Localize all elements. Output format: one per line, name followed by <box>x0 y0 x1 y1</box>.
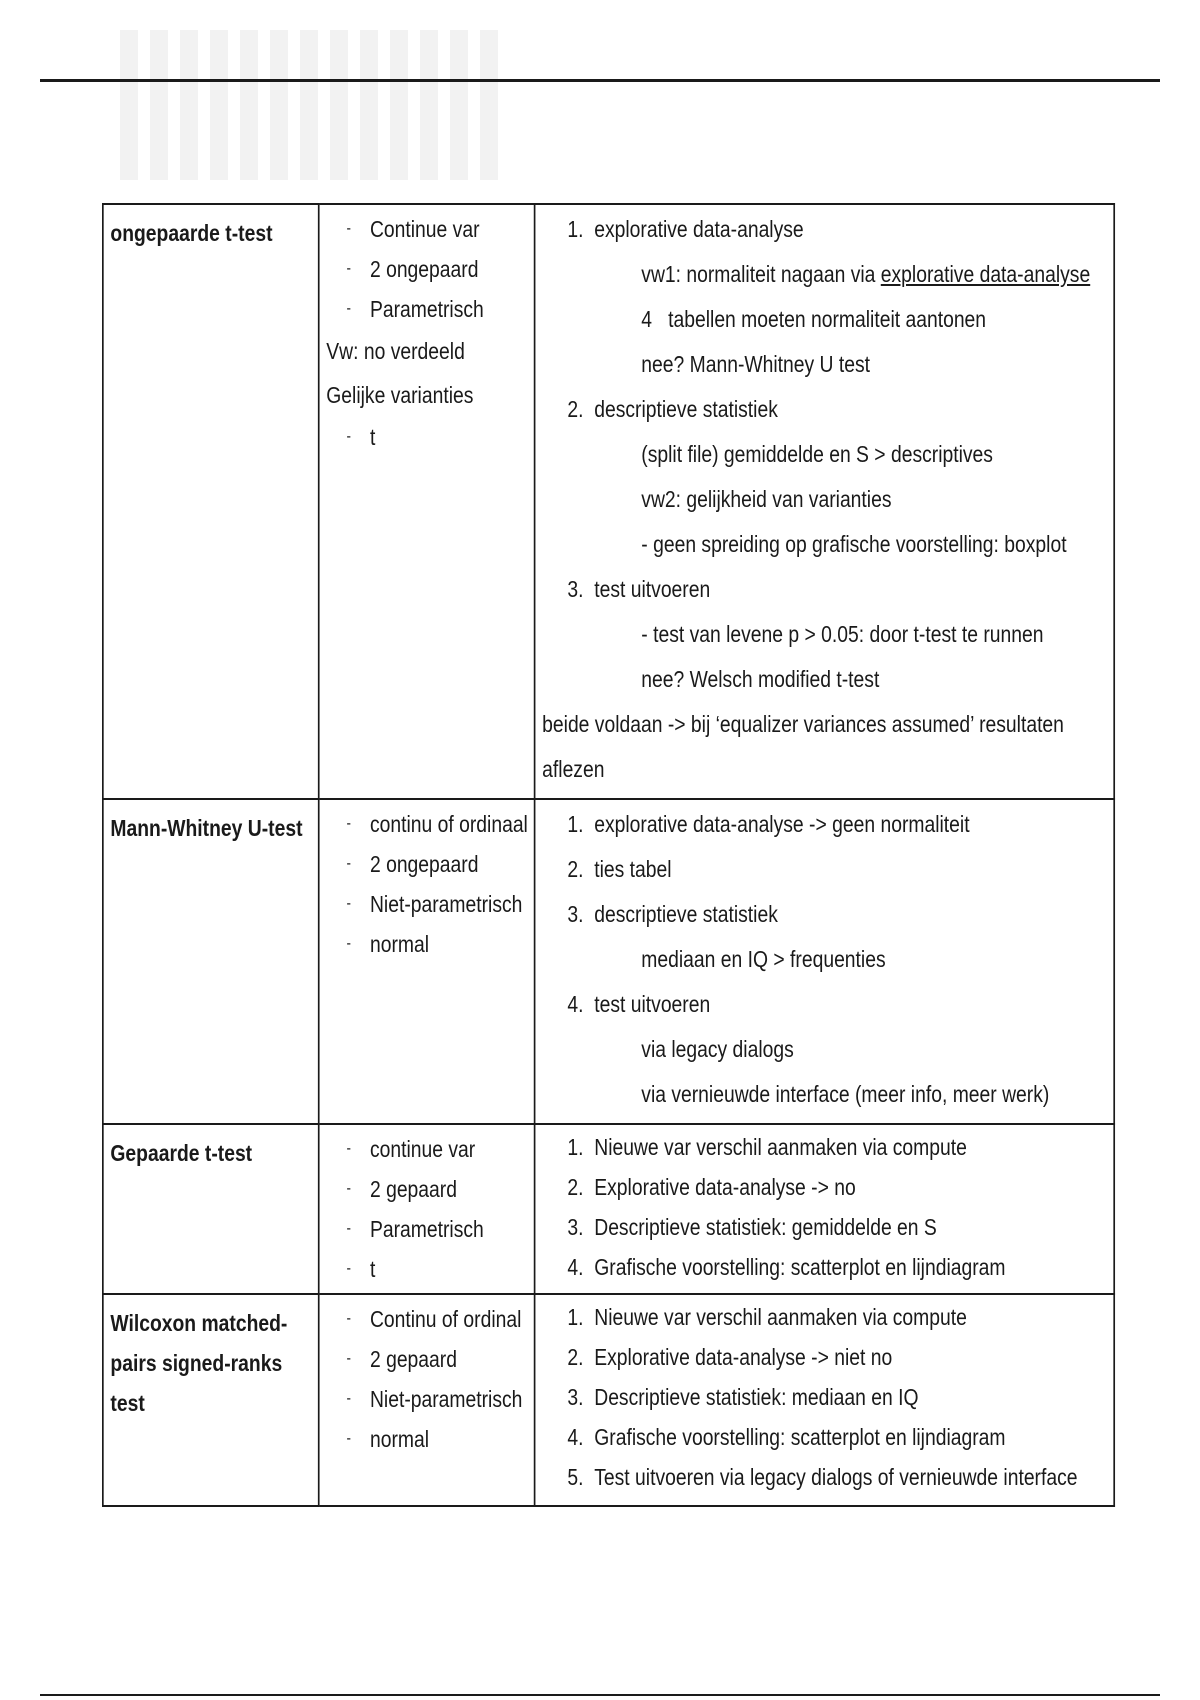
test-name: ongepaarde t-test <box>110 220 273 246</box>
faded-header-watermark <box>120 30 500 180</box>
step-item: 4. Grafische voorstelling: scatterplot en lijndiagram <box>567 1254 1006 1280</box>
property-item: - Niet-parametrisch <box>370 884 534 924</box>
statistics-tests-table <box>102 203 1115 1507</box>
property-item: - Niet-parametrisch <box>370 1379 534 1419</box>
property-item: - t <box>370 1249 534 1289</box>
step-detail: via vernieuwde interface (meer info, meer werk) <box>641 1081 1050 1107</box>
step-detail: mediaan en IQ > frequenties <box>641 946 886 972</box>
property-item: - Parametrisch <box>370 1209 534 1249</box>
step-item: 4. Grafische voorstelling: scatterplot en lijndiagram <box>567 1424 1006 1450</box>
step-item: 3. descriptieve statistiek <box>567 901 778 927</box>
property-item: - 2 gepaard <box>370 1339 534 1379</box>
table-row <box>103 1124 1114 1294</box>
step-item: 1. Nieuwe var verschil aanmaken via compute <box>567 1134 967 1160</box>
property-item: - Continue var <box>370 209 534 249</box>
table-row <box>103 1294 1114 1506</box>
step-item: 1. explorative data-analyse <box>567 216 804 242</box>
test-properties <box>320 205 534 457</box>
step-detail: vw2: gelijkheid van varianties <box>641 486 892 512</box>
step-item: 2. Explorative data-analyse -> no <box>567 1174 856 1200</box>
step-item: 1. Nieuwe var verschil aanmaken via compute <box>567 1304 967 1330</box>
property-item: - normal <box>370 1419 534 1459</box>
step-item: 3. test uitvoeren <box>567 576 711 602</box>
property-plain: Gelijke varianties <box>326 382 474 408</box>
step-detail: 4 tabellen moeten normaliteit aantonen <box>641 306 987 332</box>
procedure-steps <box>535 1295 1113 1503</box>
step-note: beide voldaan -> bij ‘equalizer variances assumed’ resultaten aflezen <box>542 711 1064 782</box>
step-item: 4. test uitvoeren <box>567 991 711 1017</box>
step-item: 2. Explorative data-analyse -> niet no <box>567 1344 893 1370</box>
step-detail: (split file) gemiddelde en S > descriptives <box>641 441 993 467</box>
step-detail: via legacy dialogs <box>641 1036 794 1062</box>
step-item: 3. Descriptieve statistiek: mediaan en IQ <box>567 1384 919 1410</box>
test-name: Wilcoxon matched-pairs signed-ranks test <box>110 1310 288 1416</box>
underlined-term: explorative data-analyse <box>880 261 1091 287</box>
step-item: 1. explorative data-analyse -> geen normaliteit <box>567 811 970 837</box>
property-item: - t <box>370 417 534 457</box>
top-rule <box>40 79 1160 82</box>
test-name: Mann-Whitney U-test <box>110 815 303 841</box>
test-properties <box>320 1125 534 1289</box>
step-detail: nee? Welsch modified t-test <box>641 666 880 692</box>
property-item: - continu of ordinaal <box>370 804 534 844</box>
step-item: 2. descriptieve statistiek <box>567 396 778 422</box>
table-row <box>103 204 1114 799</box>
step-detail: vw1: normaliteit nagaan via explorative data-analyse <box>641 261 1091 287</box>
step-item: 2. ties tabel <box>567 856 672 882</box>
table-row <box>103 799 1114 1124</box>
property-item: - continue var <box>370 1129 534 1169</box>
property-item: - normal <box>370 924 534 964</box>
property-item: - 2 gepaard <box>370 1169 534 1209</box>
step-detail: - geen spreiding op grafische voorstelling: boxplot <box>641 531 1067 557</box>
property-item: - Parametrisch <box>370 289 534 329</box>
property-item: - Continu of ordinal <box>370 1299 534 1339</box>
procedure-steps <box>535 1125 1113 1293</box>
bottom-rule <box>40 1694 1160 1696</box>
property-item: - 2 ongepaard <box>370 249 534 289</box>
step-detail: nee? Mann-Whitney U test <box>641 351 871 377</box>
test-name: Gepaarde t-test <box>110 1140 253 1166</box>
property-item: - 2 ongepaard <box>370 844 534 884</box>
step-item: 3. Descriptieve statistiek: gemiddelde en S <box>567 1214 937 1240</box>
property-plain: Vw: no verdeeld <box>326 338 465 364</box>
step-item: 5. Test uitvoeren via legacy dialogs of vernieuwde interface <box>567 1464 1078 1490</box>
test-properties <box>320 800 534 964</box>
step-detail: - test van levene p > 0.05: door t-test te runnen <box>641 621 1044 647</box>
procedure-steps <box>535 205 1113 798</box>
test-properties <box>320 1295 534 1459</box>
procedure-steps <box>535 800 1113 1123</box>
